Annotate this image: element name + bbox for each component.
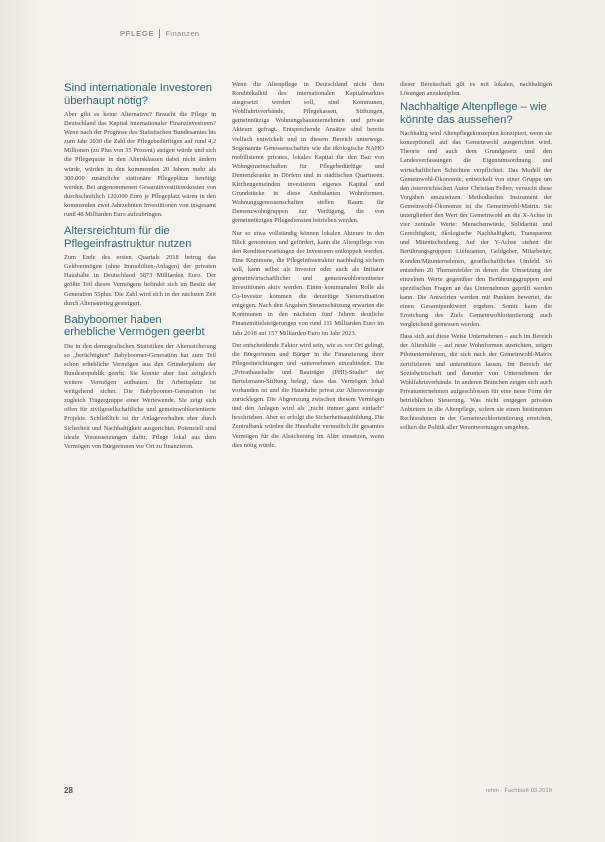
body-paragraph: Nur so etwa vollständig können lokalen Akteure in den Blick genommen und gefördert, kann die Altenpflege von den Renditeerwartungen der Investoren entkoppelt werden. Eine Kommune, die Pflegeinfrastruktur nachhaltig sichern will, kann selbst als Investor oder auch als Initiator gemeinwirtschaftlicher und gemeinwohlorientierter Investitionen aktiv werden. Einen kommunalen Rolle als Co-Investor kommen die derzeitige Steuersituation entgegen. Nach den Angaben Steuerschätzung erwarten die Kommunen in den nächsten fünf Jahren deutliche Finanzmittelsteigerungen von rund 111 Milliarden Euro im Jahr 2018 auf 157 Milliarden Euro im Jahr 2023. — [232, 229, 384, 337]
header-section: PFLEGE — [120, 28, 155, 38]
body-paragraph: Aber gibt es keine Alternative? Braucht die Pflege in Deutschland das Kapital internationaler Finanzinvestoren? Wenn nach der Prognose des Statistischen Bundesamtes bis zum Jahr 2030 die Zahl der Pflegebedürftigen auf rund 4,2 Millionen (zu Plus von 35 Prozent) steigen würde und sich die Pflegequote in den Altersklassen dabei nicht ändern würde, würden in den kommenden 20 Jahren mehr als 300.000 zusätzliche stationäre Pflegeplätze benötigt werden. Bei angenommenen Gesamtinvestitionskosten von durchschnittlich 120.000 Euro je Pflegeplatz wären in den kommenden zwei Jahrzehnten Investitionen von insgesamt rund 48 Milliarden Euro aufzubringen. — [64, 111, 216, 219]
page-number: 28 — [64, 786, 73, 795]
body-paragraph: dieser Bereitschaft gilt es mit lokalen, nachhaltigen Lösungen anzuknüpfen. — [400, 81, 552, 98]
article-section — [232, 80, 384, 450]
section-heading: Sind internationale Investoren überhaupt nötig? — [64, 82, 213, 107]
article-section — [64, 82, 216, 219]
body-paragraph: Nachhaltig wird Altenpflegekonzepten konzipiert, wenn sie konzeptionell auf das Gemeinwohl ausgerichtet wird. Theorie und auch dem Grundgesetz und den Landesverfassungen die Eigentumsordnung und wirtschaftlichen Schichten verpflichtet. Das Modell der Gemeinwohl-Ökonomie, entwickelt von einer Gruppe um den österreichischen Autor Christian Felber, versucht diese Vorgaben umzusetzen. Methodisches Instrument der Gemeinwohl-Ökonomie ist die Gemeinwohl-Matrix. Sie untergliedert den Wert der Gemeinwohl an die X-Achse in vier zentrale Werte: Menschenwürde, Solidarität und Gerechtigkeit, ökologische Nachhaltigkeit, Transparenz und Mitentscheidung. Auf der Y-Achse stehen die Berührungsgruppen: Lieferanten, Geldgeber, Mitarbeiter, Kunden/Mitunternehmen, gesellschaftliches Umfeld. So entstehen 20 Themenfelder in denen die Umsetzung der einzelnen Werte gegenüber den Berührungsgruppen und spezifischen Fragen an das Unternehmen geprüft werden kann. Die Antworten werden mit Punkten bewertet, die einen Gesamtpunktwert ergeben. Somit kann die Erreichung des Ziels Gemeinwohlorientierung auch vergleichend gemessen werden. — [400, 130, 552, 329]
body-paragraph: Zum Ende des ersten Quartals 2018 betrug das Geldvermögen (ohne Immobilien-Anlagen) der privaten Haushalte in Deutschland 5873 Milliarden Euro. Der größte Teil dieses Vermögens befindet sich im Besitz der Generation 55plus. Die Zahl wird sich in der nächsten Zeit durch Altersanstieg gesteigert. — [64, 254, 216, 307]
header-subsection: Finanzen — [165, 28, 200, 38]
article-section — [64, 314, 216, 451]
journal-name: rehm · Fachblatt 03.2019 — [485, 788, 552, 794]
article-section — [400, 101, 552, 432]
body-paragraph: Dass sich auf diese Weise Unternehmen – auch im Bereich der Altenhilfe – auf neue Wohnformen ausrichten, zeigen Pilotunternehmen, die sich nach der Gemeinwohl-Matrix zertifizieren und unterstützen lassen. Im Bereich der Sozialwirtschaft und darunter von Unternehmen der Wohlfahrtsverbände. In anderen Branchen zeigen sich auch Privatunternehmen aufgeschlossen für eine neue Form der betrieblichen Steuerung. Was nicht entgegen privaten Anbietern in die Altenpflege, sofern sie einen bestimmten Rechtsrahmen in der Gemeinwohlorientierung erreichen, sollten die Politik aller Verantwortungen umgehen. — [400, 333, 552, 432]
column-1 — [64, 82, 216, 457]
section-heading: Altersreichtum für die Pflegeinfrastruktur nutzen — [64, 225, 192, 250]
running-header — [120, 27, 199, 39]
article-section — [64, 225, 216, 308]
body-paragraph: Wenn die Altenpflege in Deutschland nicht dem Renditekalkül des internationalen Kapitalmarktes ausgesetzt werden soll, sind Kommunen, Wohlfahrtsverbände, Pflegekassen, Stiftungen, gemeinnützige Wohnungsbauunternehmen und private Akteure gefragt. Entsprechende Ansätze sind bereits vielfach entwickelt und in diesem Bereich unterwegs. Sogenannte Genossenschaften wie die ökologische NAHO mobilisieren privates, lokales Kapital für den Bau von Wohngemeinschaften für Pflegebedürftige und Demenzkranke in Dörfern und in städtischen Quartieren. Kirchengemeinden investieren eigenes Kapital und Grundstücke in diese Ambulanten Wohnformen. Wohnungsgenossenschaften stellen Raum für Demenzwohngruppen zur Verfügung, die von gemeinnützigen Pflegediensten betrieben werden. — [232, 81, 384, 225]
section-heading: Nachhaltige Altenpflege – wie könnte das aussehen? — [400, 101, 547, 126]
body-paragraph: Der entscheidende Faktor wird sein, wie es vor Ort gelingt, die Bürgerinnen und Bürger in die Finanzierung ihrer Pflegeeinrichtungen und -unternehmen einzubinden. Die „Privathaushalte und Bauträger (PHI)-Studie“ der Bertelsmann-Stiftung belegt, dass das Vermögen lokal vorhanden ist und die Haushalte privat zur Altersvorsorge zurücklegen. Die Abgrenzung zwischen diesem Vermögen und den Anlagen wird als „nicht immer ganz einfach“ beschrieben. Aber so erfolgt die Sicherheitsausbildung. Die Zentralbank würden die Haushalte vermutlich ihr gesamtes Vermögen für die Absicherung im Alter einsetzen, wenn dies nötig würde. — [232, 341, 384, 449]
header-divider — [159, 29, 160, 38]
article-section — [400, 80, 552, 98]
column-3 — [400, 80, 552, 435]
body-paragraph: Die in den demografischen Statistiken der Alterssicherung so „berüchtigten“ Babyboomer-Generation hat zum Teil schon erhebliche Vermögen aus den Gründerjahren der Bundesrepublik geerbt. Sie konnte aber fast zeitgleich weitere Vermögen aufbauen. Ihr Arbeitsplatz ist weitgehend sicher. Die Babyboomer-Generation ist zugleich Trägergruppe einer Wertewende. Sie zeigt sich offen für zivilgesellschaftliche und gemeinwohlorientierte Projekte. Schließlich ist ihr Anlageverhalten eher durch Sicherheit und Nachhaltigkeit ausgerichtet. Potenziell sind ideale Voraussetzungen dafür, Pflege lokal aus dem Vermögen von Bürgerinnen vor Ort zu finanzieren. — [64, 342, 216, 450]
section-heading: Babyboomer haben erhebliche Vermögen geerbt — [64, 313, 205, 339]
column-2 — [232, 80, 384, 453]
